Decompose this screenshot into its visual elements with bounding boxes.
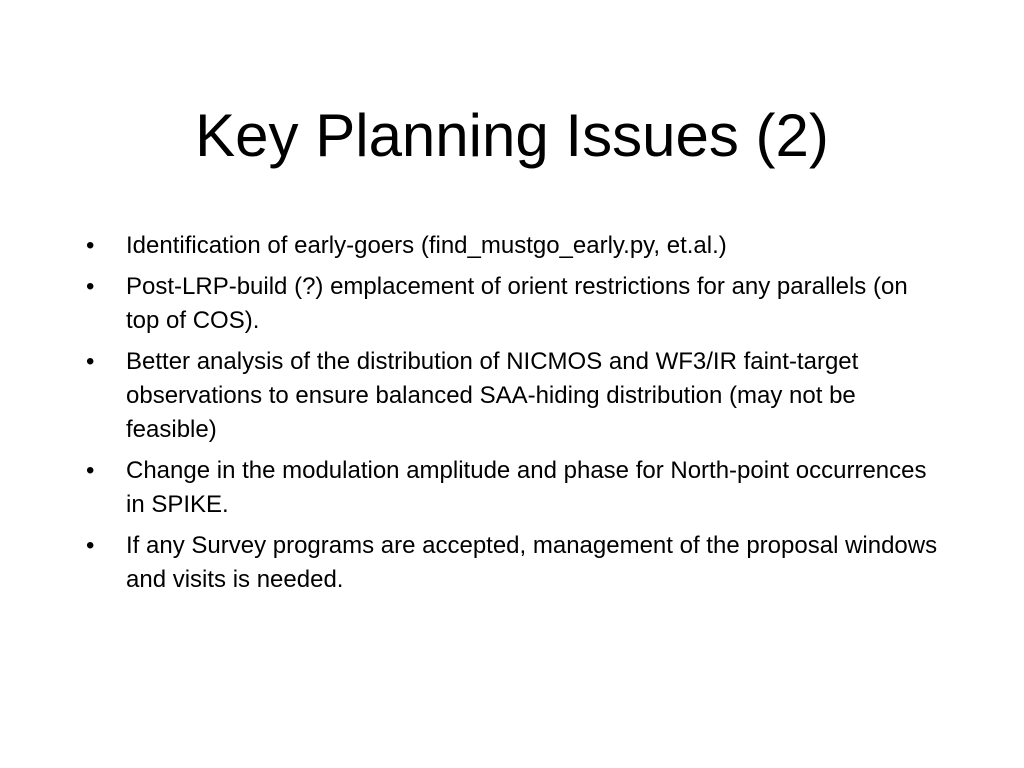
bullet-item-1: [86, 229, 946, 263]
bullet-icon: •: [86, 532, 95, 559]
bullet-icon: •: [86, 273, 95, 300]
bullet-item-2: [86, 270, 946, 338]
bullet-icon: •: [86, 232, 95, 259]
bullet-text: Better analysis of the distribution of NICMOS and WF3/IR faint-target observations to ensure balanced SAA-hiding distribution (may not be feasible): [126, 348, 859, 443]
bullet-text: If any Survey programs are accepted, management of the proposal windows and visits is needed.: [126, 532, 938, 593]
bullet-item-3: [86, 345, 946, 447]
bullet-item-4: [86, 454, 946, 522]
slide-title: Key Planning Issues (2): [195, 102, 829, 169]
bullet-item-5: [86, 529, 946, 597]
bullet-text: Post-LRP-build (?) emplacement of orient restrictions for any parallels (on top of COS).: [126, 273, 908, 334]
bullet-text: Identification of early-goers (find_mustgo_early.py, et.al.): [126, 232, 727, 259]
bullet-text: Change in the modulation amplitude and phase for North-point occurrences in SPIKE.: [126, 457, 927, 518]
bullet-icon: •: [86, 457, 95, 484]
bullet-list: [86, 229, 946, 604]
bullet-icon: •: [86, 348, 95, 375]
